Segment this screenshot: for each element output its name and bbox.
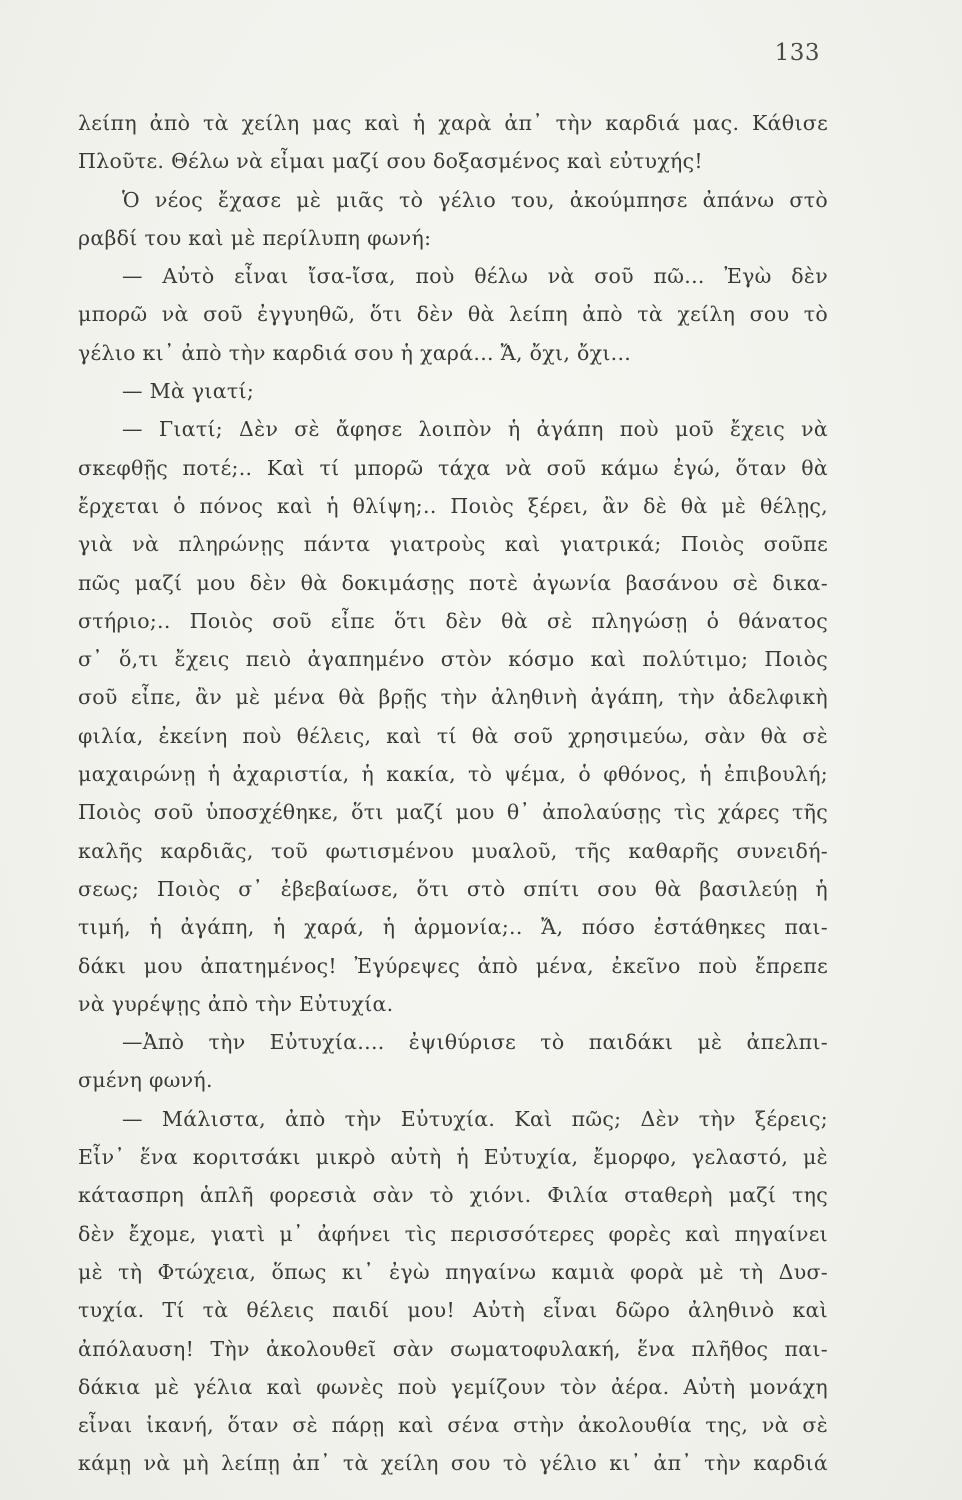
text-line: —Ἀπὸ τὴν Εὐτυχία.... ἐψιθύρισε τὸ παιδάκι μὲ ἀπελπι- xyxy=(122,1030,828,1055)
text-line: Πλοῦτε. Θέλω νὰ εἶμαι μαζί σου δοξασμένος καὶ εὐτυχής! xyxy=(78,149,703,174)
text-line: στήριο;.. Ποιὸς σοῦ εἶπε ὅτι δὲν θὰ σὲ πληγώσῃ ὁ θάνατος xyxy=(78,608,828,633)
text-line: τυχία. Τί τὰ θέλεις παιδί μου! Αὐτὴ εἶναι δῶρο ἀληθινὸ καὶ xyxy=(78,1298,828,1323)
text-line: σκεφθῇς ποτέ;.. Καὶ τί μπορῶ τάχα νὰ σοῦ κάμω ἐγώ, ὅταν θὰ xyxy=(78,455,828,480)
text-line: κάμῃ νὰ μὴ λείπῃ ἀπ᾽ τὰ χείλη σου τὸ γέλιο κι᾽ ἀπ᾽ τὴν καρδιά xyxy=(78,1451,828,1476)
text-line: πῶς μαζί μου δὲν θὰ δοκιμάσῃς ποτὲ ἀγωνία βασάνου σὲ δικα- xyxy=(78,570,828,595)
text-line: σοῦ εἶπε, ἂν μὲ μένα θὰ βρῇς τὴν ἀληθινὴ ἀγάπη, τὴν ἀδελφικὴ xyxy=(78,685,828,710)
text-line: ἀπόλαυση! Τὴν ἀκολουθεῖ σὰν σωματοφυλακή, ἕνα πλῆθος παι- xyxy=(78,1336,828,1361)
text-line: σμένη φωνή. xyxy=(78,1068,213,1093)
text-line: δὲν ἔχομε, γιατὶ μ᾽ ἀφήνει τὶς περισσότερες φορὲς καὶ πηγαίνει xyxy=(78,1221,828,1246)
text-line: ἔρχεται ὁ πόνος καὶ ἡ θλίψη;.. Ποιὸς ξέρει, ἂν δὲ θὰ μὲ θέλῃς, xyxy=(78,493,828,518)
text-line: σ᾽ ὅ,τι ἔχεις πειὸ ἀγαπημένο στὸν κόσμο καὶ πολύτιμο; Ποιὸς xyxy=(78,647,828,672)
text-line: Ὁ νέος ἔχασε μὲ μιᾶς τὸ γέλιο του, ἀκούμπησε ἀπάνω στὸ xyxy=(122,187,828,212)
text-line: γέλιο κι᾽ ἀπὸ τὴν καρδιά σου ἡ χαρά... Ἄ, ὄχι, ὄχι... xyxy=(78,340,632,365)
text-line: Ποιὸς σοῦ ὑποσχέθηκε, ὅτι μαζί μου θ᾽ ἀπολαύσῃς τὶς χάρες τῆς xyxy=(78,800,828,825)
text-line: κάτασπρη ἁπλῆ φορεσιὰ σὰν τὸ χιόνι. Φιλία σταθερὴ μαζί της xyxy=(78,1183,828,1208)
text-line: νὰ γυρέψῃς ἀπὸ τὴν Εὐτυχία. xyxy=(78,991,394,1016)
text-line: — Γιατί; Δὲν σὲ ἄφησε λοιπὸν ἡ ἀγάπη ποὺ μοῦ ἔχεις νὰ xyxy=(122,417,828,442)
text-line: καλῆς καρδιᾶς, τοῦ φωτισμένου μυαλοῦ, τῆς καθαρῆς συνειδή- xyxy=(78,838,828,863)
text-line: μὲ τὴ Φτώχεια, ὅπως κι᾽ ἐγὼ πηγαίνω καμιὰ φορὰ μὲ τὴ Δυσ- xyxy=(78,1259,828,1284)
text-line: Εἶν᾽ ἕνα κοριτσάκι μικρὸ αὐτὴ ἡ Εὐτυχία, ἔμορφο, γελαστό, μὲ xyxy=(78,1145,828,1170)
text-line: γιὰ νὰ πληρώνῃς πάντα γιατροὺς καὶ γιατρικά; Ποιὸς σοῦπε xyxy=(78,532,828,557)
text-line: τιμή, ἡ ἀγάπη, ἡ χαρά, ἡ ἁρμονία;.. Ἄ, πόσο ἐστάθηκες παι- xyxy=(78,915,828,940)
text-line: — Αὐτὸ εἶναι ἴσα-ἴσα, ποὺ θέλω νὰ σοῦ πῶ... Ἐγὼ δὲν xyxy=(122,264,828,289)
text-line: δάκι μου ἀπατημένος! Ἐγύρεψες ἀπὸ μένα, ἐκεῖνο ποὺ ἔπρεπε xyxy=(78,953,828,978)
page-number: 133 xyxy=(774,40,820,66)
text-line: ραβδί του καὶ μὲ περίλυπη φωνή: xyxy=(78,225,432,250)
text-line: λείπη ἀπὸ τὰ χείλη μας καὶ ἡ χαρὰ ἀπ᾽ τὴν καρδιά μας. Κάθισε xyxy=(78,111,828,135)
text-line: — Μὰ γιατί; xyxy=(122,379,255,404)
text-line: φιλία, ἐκείνη ποὺ θέλεις, καὶ τί θὰ σοῦ χρησιμεύω, σὰν θὰ σὲ xyxy=(78,723,828,748)
text-line: μπορῶ νὰ σοῦ ἐγγυηθῶ, ὅτι δὲν θὰ λείπη ἀπὸ τὰ χείλη σου τὸ xyxy=(78,302,828,327)
body-text xyxy=(78,104,828,1483)
text-line: — Μάλιστα, ἀπὸ τὴν Εὐτυχία. Καὶ πῶς; Δὲν τὴν ξέρεις; xyxy=(122,1106,828,1131)
text-line: σεως; Ποιὸς σ᾽ ἐβεβαίωσε, ὅτι στὸ σπίτι σου θὰ βασιλεύῃ ἡ xyxy=(78,876,828,901)
text-line: εἶναι ἱκανή, ὅταν σὲ πάρῃ καὶ σένα στὴν ἀκολουθία της, νὰ σὲ xyxy=(78,1413,828,1438)
text-line: δάκια μὲ γέλια καὶ φωνὲς ποὺ γεμίζουν τὸν ἀέρα. Αὐτὴ μονάχη xyxy=(78,1374,828,1399)
text-line: μαχαιρώνῃ ἡ ἀχαριστία, ἡ κακία, τὸ ψέμα, ὁ φθόνος, ἡ ἐπιβουλή; xyxy=(78,762,828,787)
